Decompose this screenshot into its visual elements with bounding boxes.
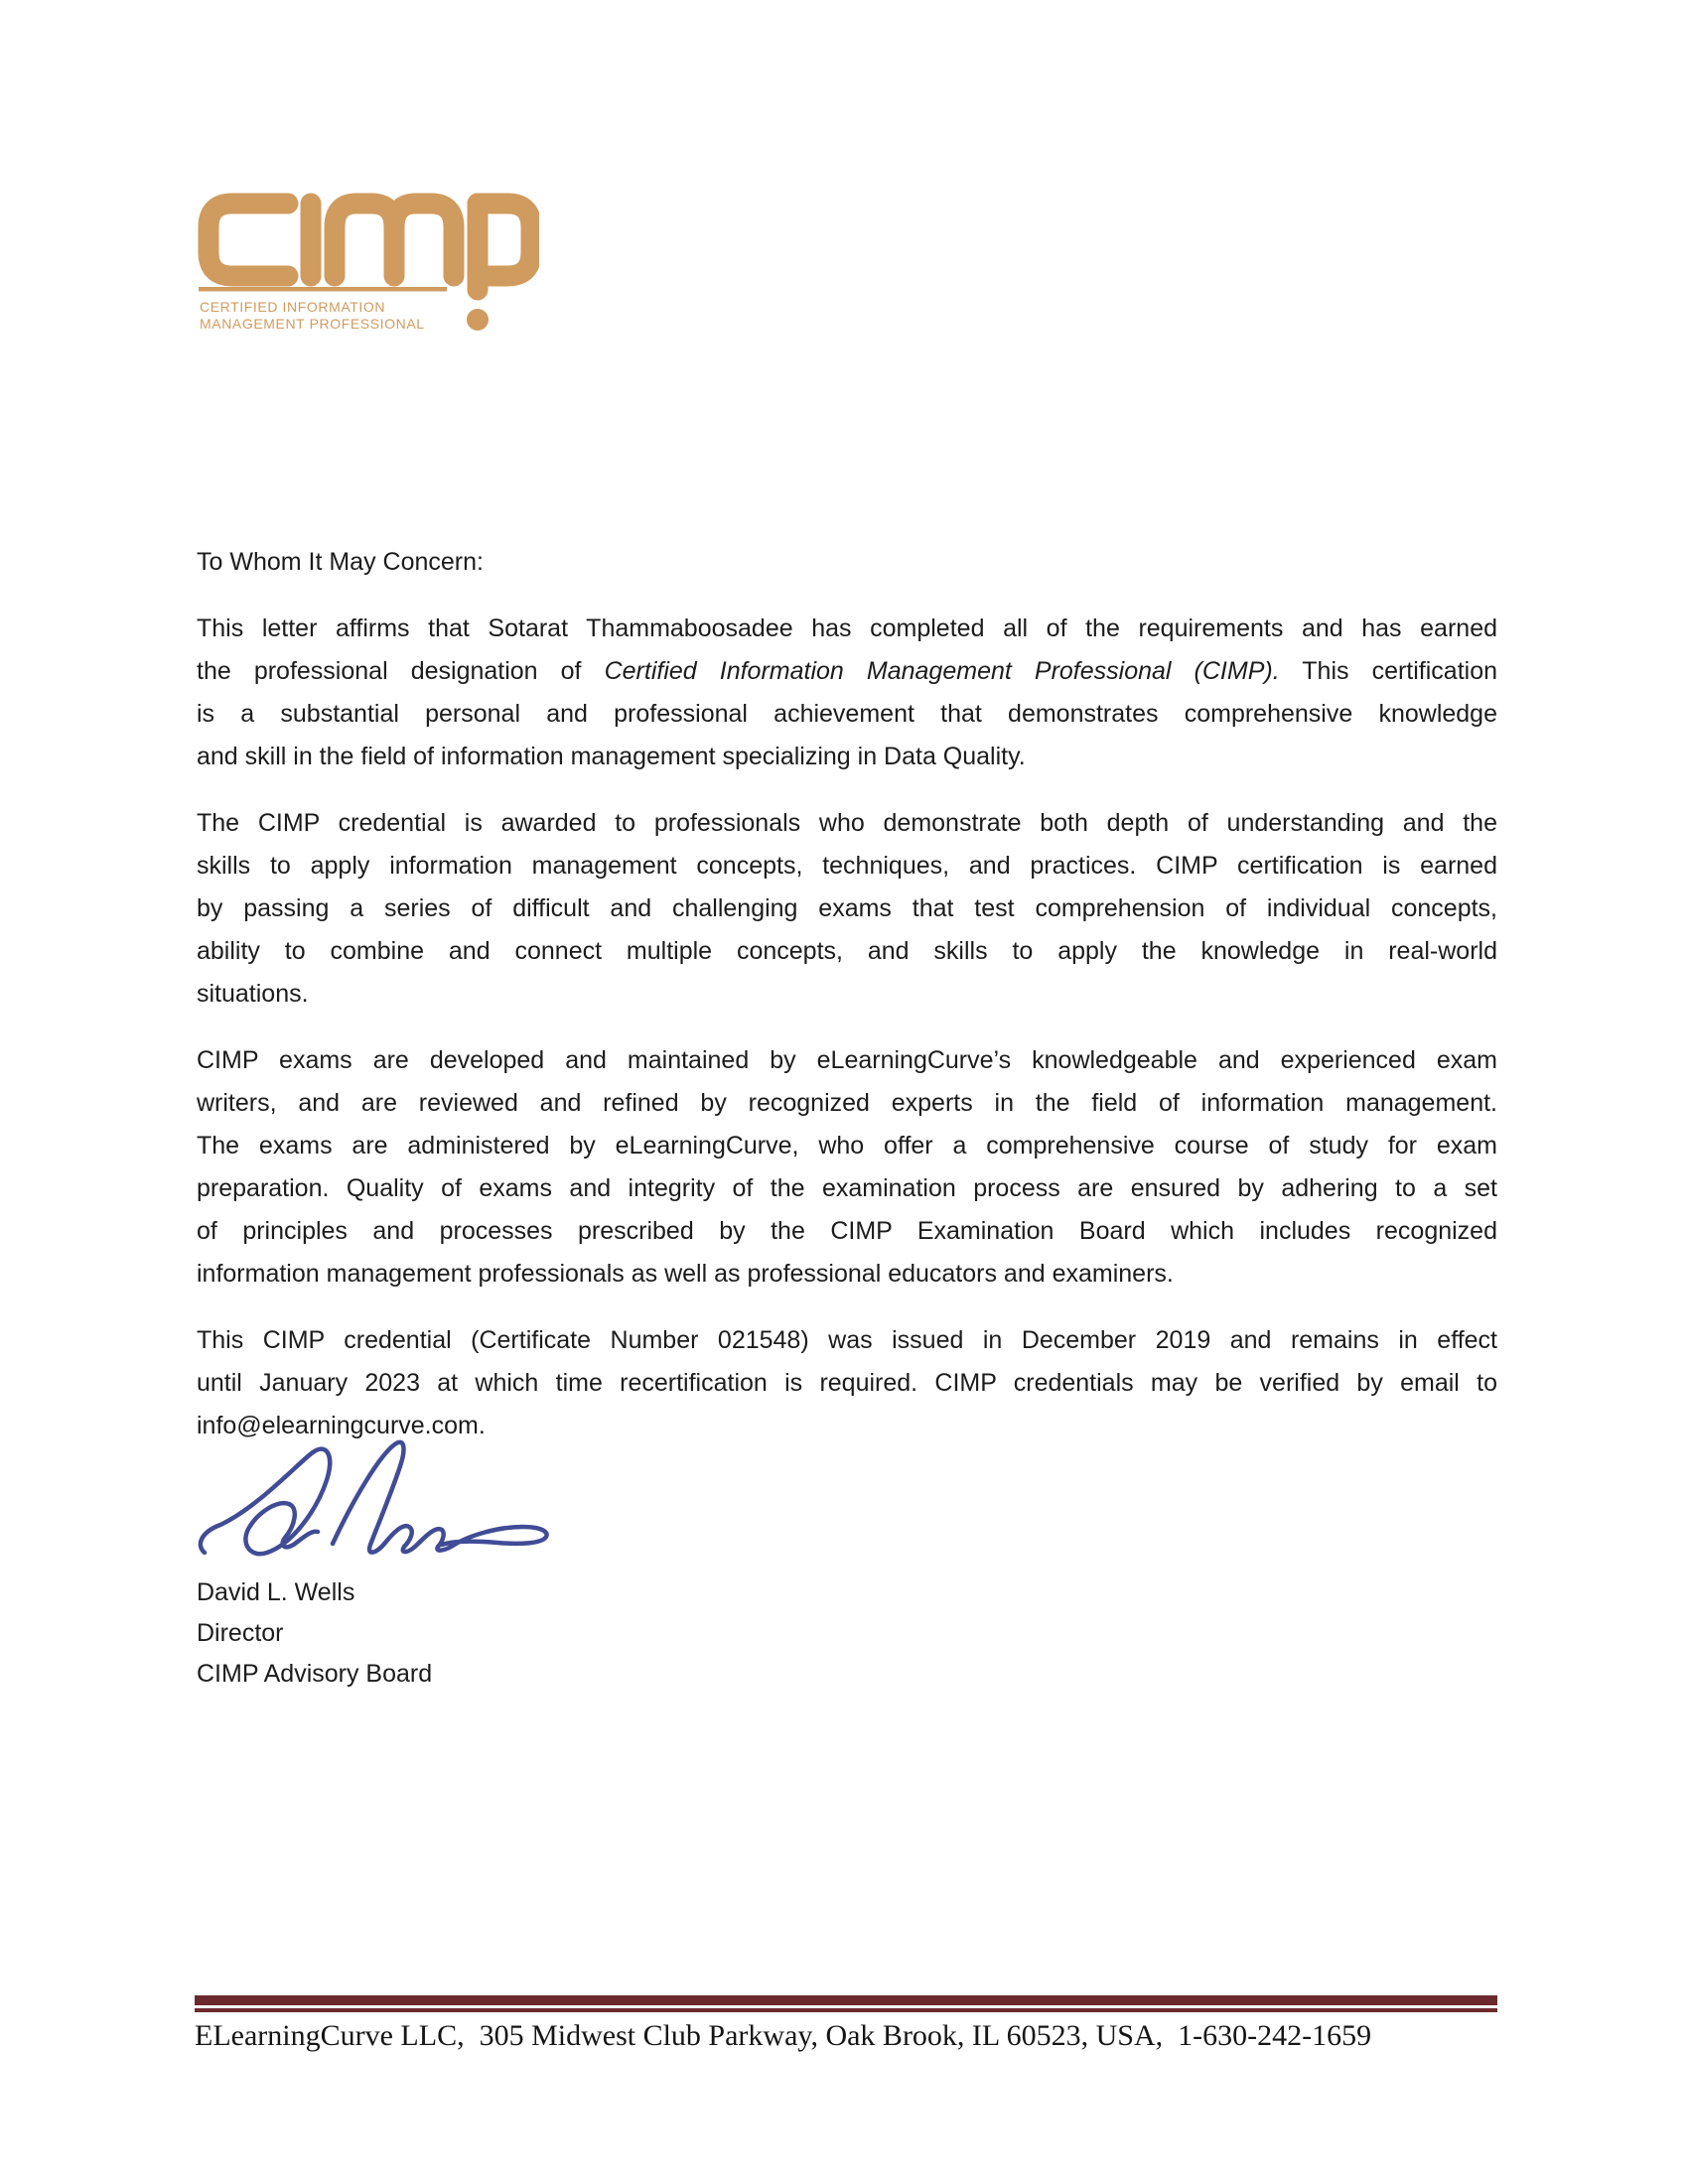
- footer-rule-thin: [195, 2008, 1497, 2012]
- signer-block: [197, 1572, 432, 1695]
- letter-paragraph-1: [197, 608, 1497, 778]
- paragraph-line: info@elearningcurve.com.: [197, 1412, 486, 1439]
- letter-body: [197, 541, 1497, 1471]
- cimp-logo: [197, 192, 554, 341]
- paragraph-line: CIMP exams are developed and maintained by eLearningCurve’s knowledgeable and experienced exam: [197, 1046, 1497, 1074]
- paragraph-line: ability to combine and connect multiple concepts, and skills to apply the knowledge in real-world: [197, 937, 1497, 965]
- logo-dot: [467, 309, 489, 331]
- letter-paragraph-3: [197, 1039, 1497, 1296]
- paragraph-line: This letter affirms that Sotarat Thammaboosadee has completed all of the requirements and has earned: [197, 614, 1497, 642]
- signer-title: Director: [197, 1619, 284, 1647]
- page-footer: [195, 1995, 1497, 2053]
- paragraph-line: of principles and processes prescribed by the CIMP Examination Board which includes recognized: [197, 1217, 1497, 1245]
- paragraph-line: writers, and are reviewed and refined by recognized experts in the field of information management.: [197, 1089, 1497, 1117]
- paragraph-line: skills to apply information management concepts, techniques, and practices. CIMP certification is earned: [197, 852, 1497, 880]
- footer-rule-thick: [195, 1995, 1497, 2005]
- paragraph-line: until January 2023 at which time recertification is required. CIMP credentials may be verified by email to: [197, 1369, 1497, 1397]
- signature-scribble: [195, 1435, 552, 1574]
- signer-name: David L. Wells: [197, 1578, 355, 1606]
- paragraph-line: This CIMP credential (Certificate Number 021548) was issued in December 2019 and remains in effect: [197, 1326, 1497, 1354]
- salutation: To Whom It May Concern:: [197, 548, 484, 576]
- letter-paragraph-4: [197, 1319, 1497, 1447]
- paragraph-line: situations.: [197, 980, 309, 1008]
- logo-underline: [199, 287, 447, 292]
- paragraph-line: preparation. Quality of exams and integrity of the examination process are ensured by adhering to a set: [197, 1174, 1497, 1202]
- paragraph-line: by passing a series of difficult and challenging exams that test comprehension of individual concepts,: [197, 894, 1497, 922]
- paragraph-line: The exams are administered by eLearningCurve, who offer a comprehensive course of study for exam: [197, 1132, 1497, 1160]
- logo-tagline-line1: CERTIFIED INFORMATION: [200, 299, 386, 315]
- paragraph-line: is a substantial personal and professional achievement that demonstrates comprehensive knowledge: [197, 700, 1497, 728]
- paragraph-line: the professional designation of Certified Information Management Professional (CIMP). This certification: [197, 657, 1498, 685]
- letter-paragraph-2: [197, 802, 1497, 1016]
- logo-tagline: [200, 299, 425, 333]
- logo-tagline-line2: MANAGEMENT PROFESSIONAL: [200, 316, 425, 332]
- signer-org: CIMP Advisory Board: [197, 1660, 433, 1688]
- paragraph-line: and skill in the field of information management specializing in Data Quality.: [197, 743, 1026, 770]
- paragraph-line: information management professionals as well as professional educators and examiners.: [197, 1260, 1174, 1288]
- footer-contact-line: ELearningCurve LLC, 305 Midwest Club Parkway, Oak Brook, IL 60523, USA, 1-630-242-1659: [195, 2019, 1372, 2052]
- paragraph-line: The CIMP credential is awarded to professionals who demonstrate both depth of understanding and the: [197, 809, 1497, 837]
